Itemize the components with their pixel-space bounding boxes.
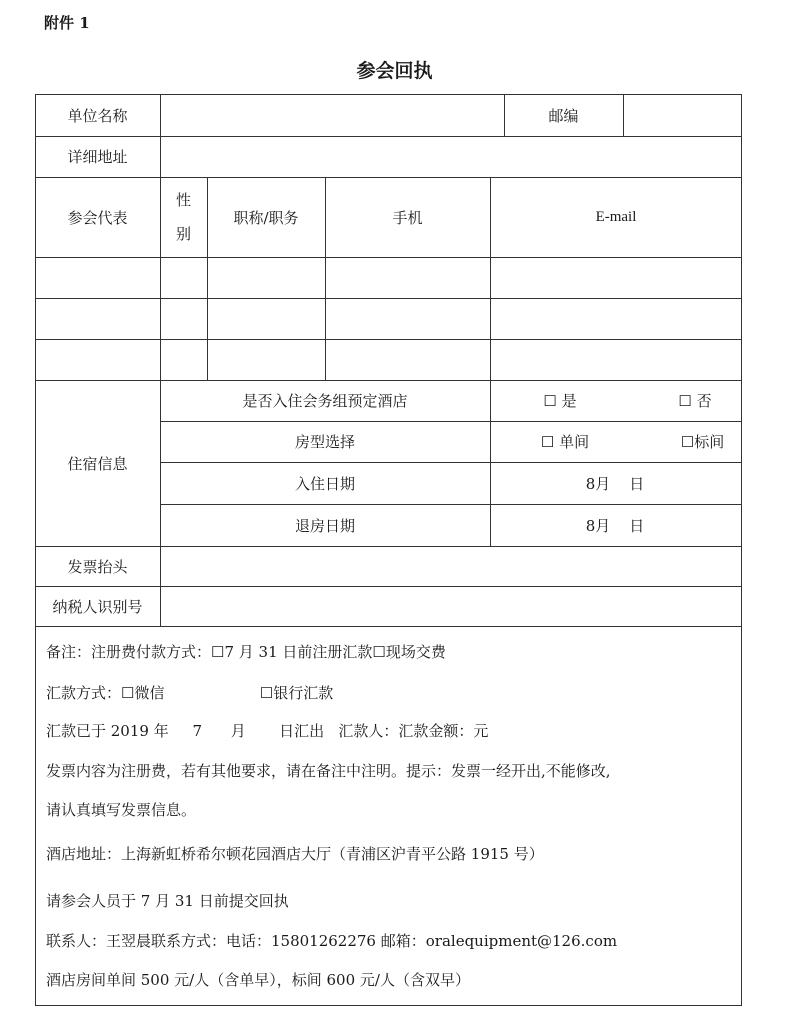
email-header: E-mail bbox=[595, 208, 637, 225]
note-room-price: 酒店房间单间 500 元/人（含单早），标间 600 元/人（含双早） bbox=[46, 971, 470, 989]
postcode-field[interactable] bbox=[624, 95, 741, 136]
checkout-question: 退房日期 bbox=[294, 516, 355, 535]
invoice-title-field[interactable] bbox=[161, 547, 741, 586]
delegate-name-field[interactable] bbox=[36, 340, 160, 380]
note-invoice-reminder: 请认真填写发票信息。 bbox=[46, 801, 197, 819]
single-room-checkbox[interactable]: ☐ 单间 bbox=[540, 433, 590, 451]
book-hotel-no-checkbox[interactable]: ☐ 否 bbox=[678, 392, 712, 410]
position-header: 职称/职务 bbox=[233, 208, 299, 227]
gender-header-char-1: 性 bbox=[175, 191, 191, 209]
gender-header-char-2: 别 bbox=[175, 225, 191, 243]
row-divider bbox=[35, 626, 742, 627]
note-contact: 联系人：王翌晨联系方式：电话：15801262276 邮箱：oralequipment@126.com bbox=[46, 932, 618, 950]
taxpayer-id-field[interactable] bbox=[161, 587, 741, 626]
room-type-question: 房型选择 bbox=[294, 433, 355, 451]
address-label: 详细地址 bbox=[67, 148, 128, 166]
note-deadline: 请参会人员于 7 月 31 日前提交回执 bbox=[46, 892, 289, 910]
delegate-label: 参会代表 bbox=[67, 208, 128, 227]
unit-name-field[interactable] bbox=[161, 95, 504, 136]
note-remittance-date: 汇款已于 2019 年 7 月 日汇出 汇款人：汇款金额：元 bbox=[46, 722, 489, 740]
lodging-label: 住宿信息 bbox=[67, 454, 128, 473]
delegate-name-field[interactable] bbox=[36, 258, 160, 298]
book-hotel-yes-checkbox[interactable]: ☐ 是 bbox=[543, 392, 577, 410]
note-invoice-content: 发票内容为注册费，若有其他要求，请在备注中注明。提示：发票一经开出,不能修改, bbox=[46, 762, 611, 780]
form-title: 参会回执 bbox=[356, 60, 433, 82]
attachment-label: 附件 1 bbox=[44, 14, 90, 32]
unit-name-label: 单位名称 bbox=[67, 106, 128, 125]
twin-room-checkbox[interactable]: ☐标间 bbox=[680, 433, 725, 451]
mobile-header: 手机 bbox=[392, 208, 423, 227]
address-field[interactable] bbox=[161, 137, 741, 177]
checkin-date-field[interactable]: 8月 日 bbox=[585, 474, 645, 493]
checkout-date-field[interactable]: 8月 日 bbox=[585, 516, 645, 535]
book-hotel-question: 是否入住会务组预定酒店 bbox=[242, 392, 408, 410]
checkin-question: 入住日期 bbox=[294, 474, 355, 493]
invoice-title-label: 发票抬头 bbox=[67, 557, 128, 576]
taxpayer-id-label: 纳税人识别号 bbox=[52, 597, 143, 616]
note-remittance-method: 汇款方式：☐微信 ☐银行汇款 bbox=[46, 684, 334, 702]
note-hotel-address: 酒店地址：上海新虹桥希尔顿花园酒店大厅（青浦区沪青平公路 1915 号） bbox=[46, 845, 544, 863]
gender-header bbox=[160, 177, 207, 257]
postcode-label: 邮编 bbox=[548, 106, 579, 125]
note-payment-method: 备注：注册费付款方式：☐7 月 31 日前注册汇款☐现场交费 bbox=[46, 643, 446, 661]
delegate-name-field[interactable] bbox=[36, 299, 160, 339]
